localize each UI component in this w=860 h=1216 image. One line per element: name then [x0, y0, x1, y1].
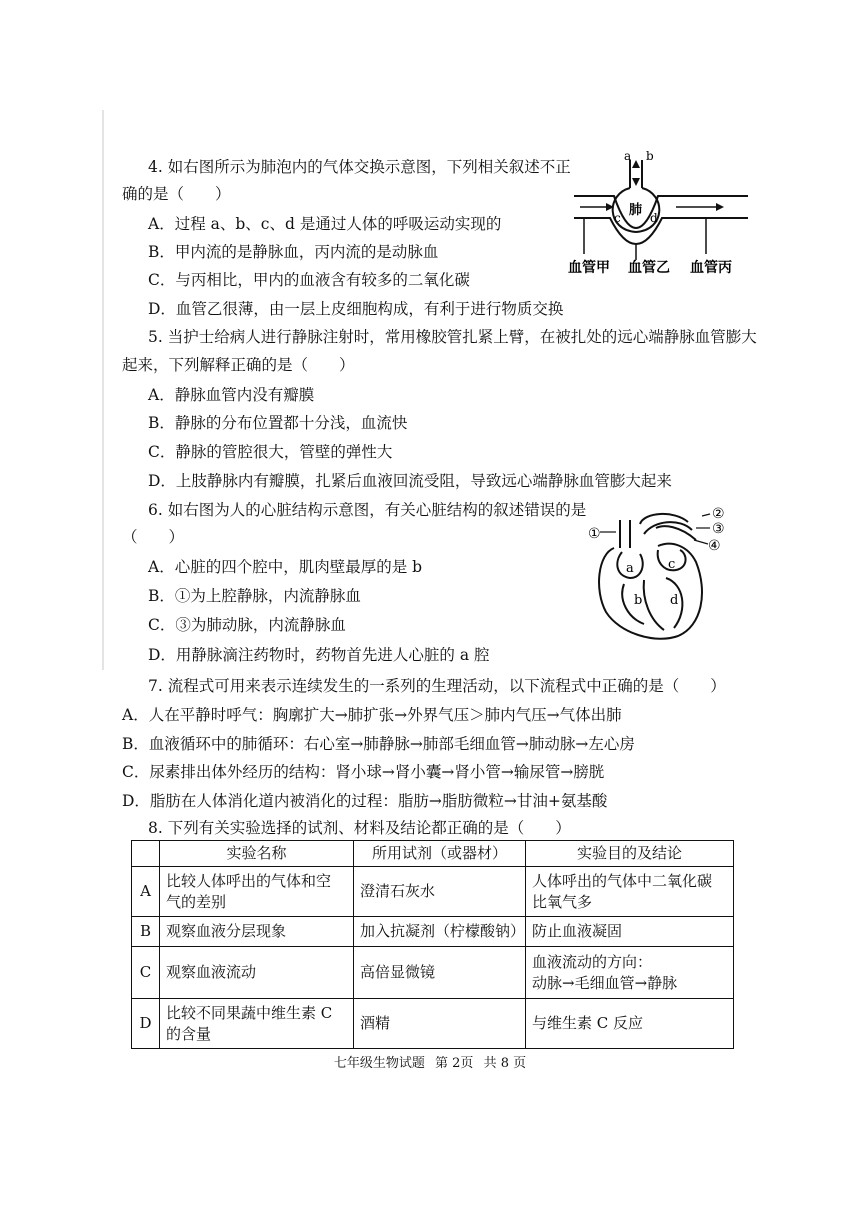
table-row [132, 867, 734, 917]
vessel-jia-label: 血管甲 [568, 260, 610, 276]
heart-chamber-a: a [626, 561, 634, 576]
q6-option-a: A．心脏的四个腔中，肌肉壁最厚的是 b [148, 558, 423, 576]
heart-chamber-c: c [668, 557, 676, 572]
header-cell-blank [132, 841, 160, 867]
conclusion-line: 动脉→毛细血管→静脉 [532, 973, 678, 992]
heart-chamber-d: d [670, 593, 679, 608]
q4-option-b: B．甲内流的是静脉血，丙内流的是动脉血 [148, 243, 439, 261]
conclusion-line: 比氧气多 [532, 892, 593, 911]
scan-edge-shadow [102, 110, 104, 670]
conclusion-cell [526, 867, 734, 917]
conclusion-cell [526, 947, 734, 999]
name-line: 比较不同果蔬中维生素 C [166, 1003, 333, 1022]
q6-stem-line1: 6. 如右图为人的心脏结构示意图，有关心脏结构的叙述错误的是 [148, 501, 587, 519]
q6-stem-line2: （ ） [122, 528, 185, 546]
conclusion-cell: 防止血液凝固 [526, 917, 734, 947]
q5-stem-line2: 起来，下列解释正确的是（ ） [122, 356, 355, 374]
footer-total: 共 8 页 [483, 1056, 527, 1071]
row-letter: A [132, 867, 160, 917]
experiment-name-cell: 观察血液分层现象 [160, 917, 354, 947]
table-row [132, 999, 734, 1049]
heart-chamber-b: b [634, 593, 643, 608]
header-experiment-name: 实验名称 [160, 841, 354, 867]
experiment-name-cell [160, 867, 354, 917]
row-letter: B [132, 917, 160, 947]
q4-option-c: C．与丙相比，甲内的血液含有较多的二氧化碳 [148, 271, 470, 289]
q5-option-b: B．静脉的分布位置都十分浅，血流快 [148, 414, 408, 432]
footer-page: 第 2页 [435, 1056, 474, 1071]
q7-stem: 7. 流程式可用来表示连续发生的一系列的生理活动，以下流程式中正确的是（ ） [148, 677, 726, 695]
name-line: 气的差别 [166, 892, 227, 911]
q5-option-a: A．静脉血管内没有瓣膜 [148, 386, 315, 404]
q7-option-a: A．人在平静时呼气：胸廓扩大→肺扩张→外界气压＞肺内气压→气体出肺 [122, 706, 622, 724]
label-a: a [624, 149, 632, 163]
footer-title: 七年级生物试题 [333, 1056, 425, 1071]
q4-stem-line1: 4. 如右图所示为肺泡内的气体交换示意图，下列相关叙述不正 [148, 158, 571, 176]
table-row [132, 917, 734, 947]
heart-marker-1: ① [588, 526, 601, 542]
heart-marker-3: ③ [712, 521, 725, 537]
q5-stem-line1: 5. 当护士给病人进行静脉注射时，常用橡胶管扎紧上臂，在被扎处的远心端静脉血管膨大 [148, 328, 757, 346]
label-d: d [650, 211, 658, 225]
q8-experiment-table [131, 840, 734, 1049]
q5-option-d: D．上肢静脉内有瓣膜，扎紧后血液回流受阻，导致远心端静脉血管膨大起来 [148, 472, 672, 490]
conclusion-line: 血液流动的方向： [532, 952, 653, 971]
q4-stem-line2: 确的是（ ） [122, 185, 231, 203]
header-conclusion: 实验目的及结论 [526, 841, 734, 867]
table-header-row [132, 841, 734, 867]
q4-option-d: D．血管乙很薄，由一层上皮细胞构成，有利于进行物质交换 [148, 300, 564, 318]
heart-marker-2: ② [712, 506, 725, 522]
label-b: b [646, 149, 654, 163]
q6-option-d: D．用静脉滴注药物时，药物首先进人心脏的 a 腔 [148, 646, 490, 664]
experiment-name-cell: 观察血液流动 [160, 947, 354, 999]
conclusion-line: 人体呼出的气体中二氧化碳 [532, 871, 713, 890]
q4-option-a: A．过程 a、b、c、d 是通过人体的呼吸运动实现的 [148, 215, 502, 233]
row-letter: D [132, 999, 160, 1049]
experiment-name-cell [160, 999, 354, 1049]
name-line: 比较人体呼出的气体和空 [166, 871, 332, 890]
vessel-yi-label: 血管乙 [628, 260, 670, 276]
alveolus-diagram [566, 148, 766, 278]
label-c: c [614, 211, 621, 225]
vessel-bing-label: 血管丙 [690, 260, 732, 276]
reagent-cell: 高倍显微镜 [354, 947, 526, 999]
row-letter: C [132, 947, 160, 999]
q6-option-c: C．③为肺动脉，内流静脉血 [148, 616, 346, 634]
heart-diagram [584, 500, 736, 648]
name-line: 的含量 [166, 1024, 212, 1043]
header-reagent: 所用试剂（或器材） [354, 841, 526, 867]
q8-stem: 8. 下列有关实验选择的试剂、材料及结论都正确的是（ ） [148, 819, 571, 837]
page-footer [0, 1052, 860, 1071]
q7-option-b: B．血液循环中的肺循环：右心室→肺静脉→肺部毛细血管→肺动脉→左心房 [122, 735, 635, 753]
reagent-cell: 加入抗凝剂（柠檬酸钠） [354, 917, 526, 947]
reagent-cell: 澄清石灰水 [354, 867, 526, 917]
table-row [132, 947, 734, 999]
q7-option-c: C．尿素排出体外经历的结构：肾小球→肾小囊→肾小管→输尿管→膀胱 [122, 763, 605, 781]
q7-option-d: D．脂肪在人体消化道内被消化的过程：脂肪→脂肪微粒→甘油+氨基酸 [122, 792, 608, 810]
label-lung: 肺 [629, 203, 643, 218]
conclusion-cell: 与维生素 C 反应 [526, 999, 734, 1049]
q6-option-b: B．①为上腔静脉，内流静脉血 [148, 587, 361, 605]
reagent-cell: 酒精 [354, 999, 526, 1049]
q5-option-c: C．静脉的管腔很大，管壁的弹性大 [148, 443, 393, 461]
heart-marker-4: ④ [708, 538, 721, 554]
